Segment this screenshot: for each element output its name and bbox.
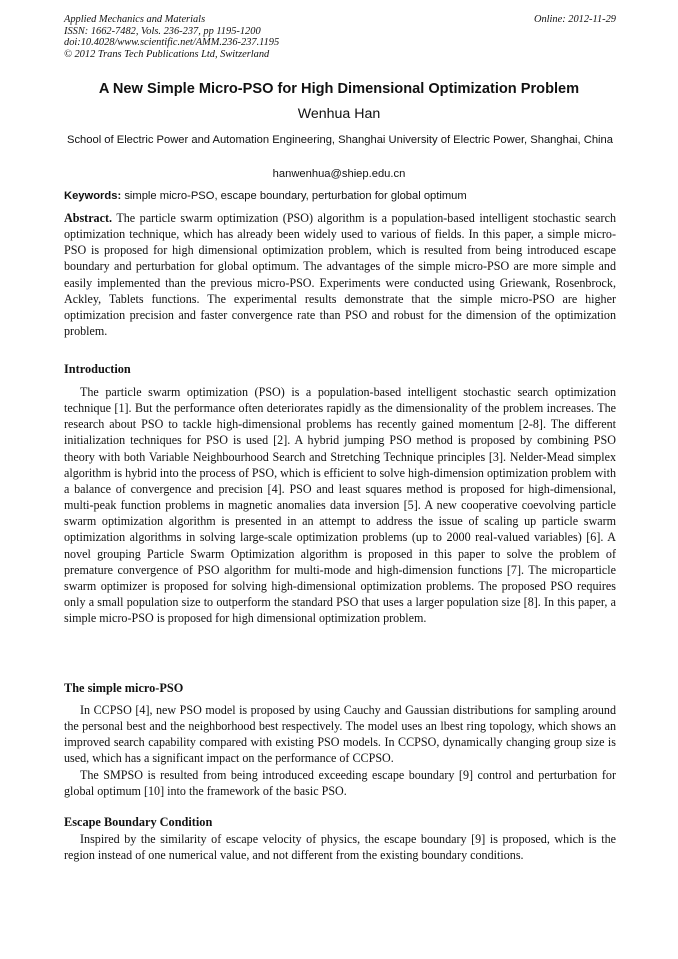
- abstract-text: The particle swarm optimization (PSO) algorithm is a population-based intelligent stochastic search optimization technique, which has already been widely used to various of fields. In this paper, a simple micro-PSO is proposed for high dimensional optimization problem, which is resulted from being introduced escape boundary and perturbation for global optimum. The advantages of the simple micro-PSO are more simple and easily implemented than the previous micro-PSO. Experiments were conducted using Griewank, Rosenbrock, Ackley, Tablets functions. The experimental results demonstrate that the simple micro-PSO are higher optimization precision and faster convergence rate than PSO and robust for the dimension of the optimization problem.: [64, 211, 616, 339]
- escape-boundary-section: [64, 831, 616, 863]
- abstract: [64, 210, 616, 339]
- author-name: Wenhua Han: [297, 106, 381, 122]
- escape-boundary-paragraph: Inspired by the similarity of escape velocity of physics, the escape boundary [9] is proposed, which is the region instead of one numerical value, and not different from the existing boundary conditions.: [64, 832, 616, 863]
- author-affiliation: School of Electric Power and Automation Engineering, Shanghai University of Electric Power, Shanghai, China: [66, 134, 613, 146]
- author-email: hanwenhua@shiep.edu.cn: [272, 168, 406, 180]
- paper-title: A New Simple Micro-PSO for High Dimensional Optimization Problem: [98, 81, 580, 97]
- journal-header: [64, 14, 616, 60]
- simple-micro-pso-paragraph-2: The SMPSO is resulted from being introduced exceeding escape boundary [9] control and perturbation for global optimum [10] into the framework of the basic PSO.: [64, 767, 616, 798]
- simple-micro-pso-heading: The simple micro-PSO: [64, 681, 184, 695]
- escape-boundary-heading: Escape Boundary Condition: [64, 815, 213, 829]
- keywords-line: [64, 189, 616, 204]
- online-date: Online: 2012-11-29: [533, 14, 616, 25]
- introduction-heading: Introduction: [64, 362, 131, 376]
- journal-issn: ISSN: 1662-7482, Vols. 236-237, pp 1195-1200: [64, 25, 261, 37]
- introduction-paragraph: The particle swarm optimization (PSO) is a population-based intelligent stochastic search optimization technique [1]. But the performance often deteriorates rapidly as the dimensionality of the problem increases. The research about PSO to tackle high-dimensional problems has recently gained momentum [2-8]. The different initialization techniques for PSO is used [2]. A hybrid jumping PSO method is proposed by combining PSO theory with both Variable Neighbourhood Search and Stretching Technique principles [3]. Nelder-Mead simplex algorithm is hybrid into the process of PSO, which is efficient to solve high-dimension optimization problem with a balance of convergence and precision [4]. PSO and least squares method is proposed for high-dimensional, multi-peak function problems in magnetic anomalies data inversion [5]. A new cooperative coevolving particle swarm optimization algorithm is presented in an attempt to address the issue of scaling up particle swarm optimization algorithms in solving large-scale optimization problems (up to 2000 real-valued variables) [6]. A novel grouping Particle Swarm Optimization algorithm is proposed in this paper to solve the problem of premature convergence of PSO algorithm for multi-mode and high-dimension functions [7]. The microparticle swarm optimizer is proposed for solving high-dimensional optimization problems. The proposed PSO requires only a small population size to outperform the standard PSO that uses a larger population size [8]. In this paper, a simple micro-PSO is proposed for high dimensional optimization problem.: [64, 385, 616, 626]
- journal-copyright: © 2012 Trans Tech Publications Ltd, Switzerland: [64, 48, 270, 60]
- abstract-label: Abstract.: [64, 211, 113, 225]
- introduction-section: [64, 384, 616, 626]
- simple-micro-pso-paragraph-1: In CCPSO [4], new PSO model is proposed by using Cauchy and Gaussian distributions for sampling around the personal best and the neighborhood best respectively. The model uses an lbest ring topology, which shows an improved search capability compared with existing PSO models. In CCPSO, dynamically changing group size is used, which has a significant impact on the performance of CCPSO.: [64, 703, 616, 766]
- journal-name: Applied Mechanics and Materials: [64, 14, 206, 25]
- keywords-label: Keywords:: [64, 190, 122, 202]
- journal-doi: doi:10.4028/www.scientific.net/AMM.236-237.1195: [64, 37, 280, 49]
- keywords-text: simple micro-PSO, escape boundary, perturbation for global optimum: [124, 190, 467, 202]
- simple-micro-pso-section: [64, 702, 616, 799]
